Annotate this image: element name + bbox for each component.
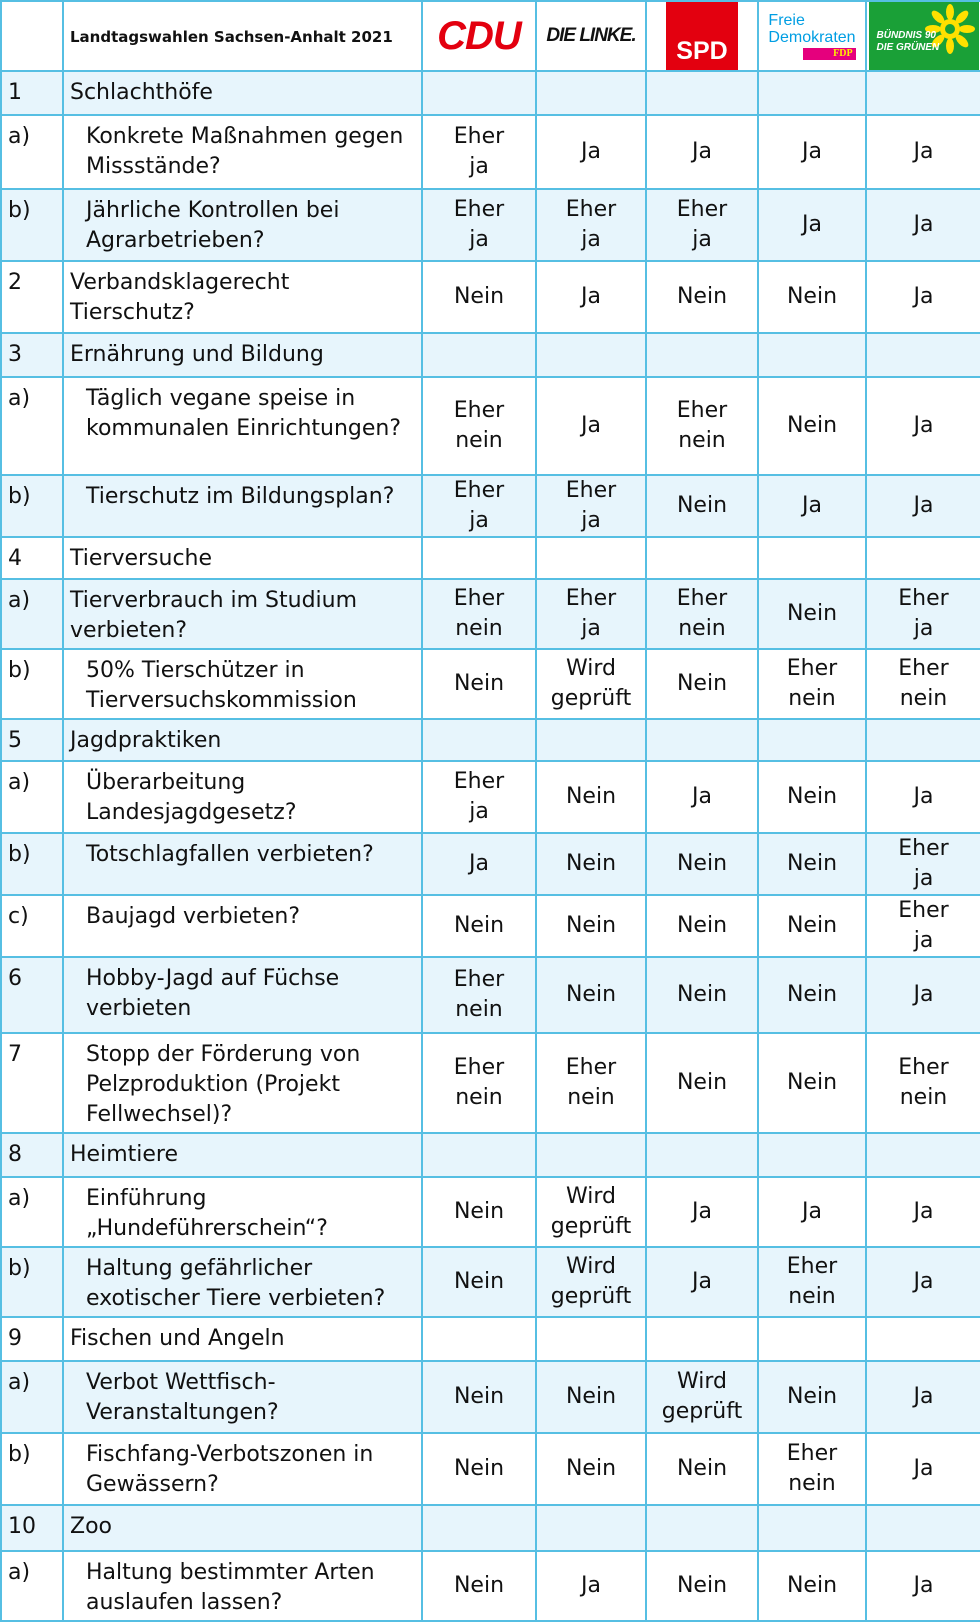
answer-cdu: Nein [422, 895, 536, 957]
row-number: 2 [1, 261, 63, 333]
answer-linke: Nein [536, 761, 646, 833]
row-number: a) [1, 1361, 63, 1433]
answer-cdu: Eher nein [422, 957, 536, 1033]
fdp-logo-line-2: Demokraten [768, 29, 856, 46]
answer-cdu: Eher nein [422, 377, 536, 475]
answer-spd [646, 1317, 758, 1361]
answer-linke: Wird geprüft [536, 649, 646, 719]
question-cell [63, 649, 422, 719]
question-cell [63, 333, 422, 377]
answer-fdp: Nein [758, 1551, 866, 1621]
answer-spd: Nein [646, 1551, 758, 1621]
answer-cdu: Eher ja [422, 189, 536, 261]
answer-linke: Nein [536, 833, 646, 895]
fdp-logo-line-1: Freie [768, 12, 805, 29]
party-header-cdu [422, 1, 536, 71]
question-row [1, 261, 980, 333]
row-number: 8 [1, 1133, 63, 1177]
question-cell [63, 761, 422, 833]
answer-cdu: Eher nein [422, 1033, 536, 1133]
answer-cdu: Nein [422, 1361, 536, 1433]
question-cell [63, 895, 422, 957]
row-number: a) [1, 761, 63, 833]
answer-linke [536, 1317, 646, 1361]
answer-spd: Nein [646, 957, 758, 1033]
question-row [1, 957, 980, 1033]
answer-gruene: Ja [866, 1247, 980, 1317]
question-text: Stopp der Förderung von Pelzproduktion (Projekt Fellwechsel)? [86, 1042, 361, 1127]
spd-logo-text: SPD [676, 37, 728, 65]
answer-linke [536, 71, 646, 115]
answer-gruene [866, 537, 980, 579]
answer-spd [646, 1505, 758, 1551]
row-number: a) [1, 377, 63, 475]
row-number: a) [1, 115, 63, 189]
question-text: Verbandsklagerecht Tierschutz? [70, 270, 290, 325]
party-header-fdp [758, 1, 866, 71]
row-number: c) [1, 895, 63, 957]
answer-gruene: Eher nein [866, 649, 980, 719]
answer-cdu [422, 333, 536, 377]
question-cell [63, 1433, 422, 1505]
section-row [1, 71, 980, 115]
question-cell [63, 1551, 422, 1621]
question-text: Haltung bestimmter Arten auslaufen lassen? [86, 1560, 375, 1615]
question-text: Tierschutz im Bildungsplan? [86, 484, 395, 509]
answer-fdp: Nein [758, 377, 866, 475]
answer-fdp [758, 333, 866, 377]
answer-fdp [758, 71, 866, 115]
answer-cdu: Nein [422, 1177, 536, 1247]
answer-spd: Ja [646, 761, 758, 833]
question-row [1, 189, 980, 261]
answer-spd: Nein [646, 261, 758, 333]
answer-spd: Wird geprüft [646, 1361, 758, 1433]
row-number: 6 [1, 957, 63, 1033]
question-text: Fischen und Angeln [70, 1326, 285, 1351]
row-number: b) [1, 1433, 63, 1505]
section-row [1, 333, 980, 377]
question-cell [63, 475, 422, 537]
question-row [1, 115, 980, 189]
answer-gruene [866, 1317, 980, 1361]
answer-fdp: Nein [758, 1033, 866, 1133]
question-text: Schlachthöfe [70, 80, 213, 105]
answer-fdp [758, 537, 866, 579]
answer-fdp: Ja [758, 189, 866, 261]
section-row [1, 537, 980, 579]
answer-cdu [422, 71, 536, 115]
answer-gruene: Eher nein [866, 1033, 980, 1133]
answer-cdu: Nein [422, 649, 536, 719]
party-header-spd [646, 1, 758, 71]
answer-fdp: Nein [758, 1361, 866, 1433]
answer-spd: Ja [646, 1247, 758, 1317]
answer-cdu: Nein [422, 1551, 536, 1621]
answer-cdu [422, 1505, 536, 1551]
answer-fdp: Nein [758, 957, 866, 1033]
answer-fdp: Nein [758, 895, 866, 957]
question-text: Ernährung und Bildung [70, 342, 324, 367]
answer-spd [646, 719, 758, 761]
row-number: 3 [1, 333, 63, 377]
answer-fdp [758, 1505, 866, 1551]
gruene-logo-line-2: DIE GRÜNEN [876, 42, 940, 53]
question-row [1, 895, 980, 957]
answer-linke: Nein [536, 1433, 646, 1505]
fdp-logo-tag: FDP [803, 48, 855, 60]
question-cell [63, 1505, 422, 1551]
answer-fdp: Ja [758, 1177, 866, 1247]
answer-cdu [422, 719, 536, 761]
answer-cdu: Eher ja [422, 115, 536, 189]
question-text: Jagdpraktiken [70, 728, 222, 753]
answer-gruene: Ja [866, 1551, 980, 1621]
answer-cdu [422, 537, 536, 579]
answer-gruene: Ja [866, 115, 980, 189]
answer-cdu: Eher nein [422, 579, 536, 649]
answer-spd [646, 1133, 758, 1177]
question-text: Jährliche Kontrollen bei Agrarbetrieben? [86, 198, 340, 253]
answer-linke: Eher nein [536, 1033, 646, 1133]
answer-spd: Eher nein [646, 579, 758, 649]
answer-gruene: Ja [866, 189, 980, 261]
answer-cdu [422, 1133, 536, 1177]
header-row [1, 1, 980, 71]
row-number: 10 [1, 1505, 63, 1551]
row-number: 5 [1, 719, 63, 761]
question-cell [63, 537, 422, 579]
answer-spd [646, 71, 758, 115]
answer-fdp: Nein [758, 833, 866, 895]
answer-cdu [422, 1317, 536, 1361]
answer-cdu: Nein [422, 261, 536, 333]
fdp-logo [768, 12, 855, 60]
question-cell [63, 1033, 422, 1133]
question-text: Heimtiere [70, 1142, 178, 1167]
answer-linke [536, 1133, 646, 1177]
answer-linke: Eher ja [536, 579, 646, 649]
answer-fdp: Eher nein [758, 649, 866, 719]
section-row [1, 1133, 980, 1177]
answer-linke: Ja [536, 115, 646, 189]
answer-gruene: Eher ja [866, 833, 980, 895]
answer-linke: Eher ja [536, 189, 646, 261]
question-text: Hobby-Jagd auf Füchse verbieten [86, 966, 340, 1021]
answer-gruene: Ja [866, 377, 980, 475]
answer-spd: Nein [646, 649, 758, 719]
answer-spd: Ja [646, 115, 758, 189]
question-text: 50% Tierschützer in Tierversuchskommission [86, 658, 357, 713]
question-row [1, 833, 980, 895]
row-number: a) [1, 1551, 63, 1621]
question-cell [63, 957, 422, 1033]
answer-linke: Wird geprüft [536, 1177, 646, 1247]
answer-linke: Ja [536, 261, 646, 333]
question-text: Haltung gefährlicher exotischer Tiere verbieten? [86, 1256, 386, 1311]
answer-spd: Nein [646, 895, 758, 957]
question-cell [63, 189, 422, 261]
answer-gruene [866, 1505, 980, 1551]
row-number: b) [1, 833, 63, 895]
row-number: b) [1, 649, 63, 719]
question-cell [63, 115, 422, 189]
answer-gruene [866, 1133, 980, 1177]
answer-cdu: Nein [422, 1247, 536, 1317]
party-header-linke [536, 1, 646, 71]
answer-spd: Eher nein [646, 377, 758, 475]
answer-fdp: Ja [758, 475, 866, 537]
question-cell [63, 719, 422, 761]
answer-linke [536, 333, 646, 377]
answer-linke [536, 719, 646, 761]
answer-linke: Wird geprüft [536, 1247, 646, 1317]
question-text: Totschlagfallen verbieten? [86, 842, 374, 867]
row-number: a) [1, 1177, 63, 1247]
gruene-logo [869, 2, 979, 70]
answer-gruene [866, 719, 980, 761]
answer-linke: Ja [536, 377, 646, 475]
question-cell [63, 377, 422, 475]
answer-fdp: Ja [758, 115, 866, 189]
row-number: b) [1, 1247, 63, 1317]
question-cell [63, 1133, 422, 1177]
answer-gruene: Ja [866, 761, 980, 833]
row-number: b) [1, 189, 63, 261]
question-cell [63, 1247, 422, 1317]
answer-linke: Nein [536, 957, 646, 1033]
answer-fdp: Nein [758, 261, 866, 333]
answer-gruene: Eher ja [866, 579, 980, 649]
question-text: Tierversuche [70, 546, 213, 571]
question-row [1, 475, 980, 537]
spd-logo [666, 2, 738, 70]
cdu-logo: CDU [437, 14, 521, 58]
question-cell [63, 1361, 422, 1433]
answer-gruene: Ja [866, 1177, 980, 1247]
table-title: Landtagswahlen Sachsen-Anhalt 2021 [70, 27, 393, 46]
answer-spd: Ja [646, 1177, 758, 1247]
answer-fdp: Eher nein [758, 1247, 866, 1317]
answer-spd [646, 537, 758, 579]
answer-gruene [866, 333, 980, 377]
row-number: 1 [1, 71, 63, 115]
question-text: Tierverbrauch im Studium verbieten? [70, 588, 358, 643]
row-number: 7 [1, 1033, 63, 1133]
answer-fdp: Nein [758, 579, 866, 649]
question-row [1, 579, 980, 649]
linke-logo: DIE LINKE. [546, 25, 636, 46]
answer-gruene: Ja [866, 1433, 980, 1505]
gruene-logo-line-1: BÜNDNIS 90 [876, 30, 936, 41]
question-row [1, 377, 980, 475]
answer-gruene: Ja [866, 1361, 980, 1433]
question-row [1, 1433, 980, 1505]
section-row [1, 1505, 980, 1551]
question-text: Überarbeitung Landesjagdgesetz? [86, 770, 297, 825]
section-row [1, 1317, 980, 1361]
question-row [1, 1247, 980, 1317]
question-cell [63, 1177, 422, 1247]
answer-cdu: Ja [422, 833, 536, 895]
answer-gruene: Ja [866, 957, 980, 1033]
answer-gruene: Ja [866, 475, 980, 537]
question-row [1, 1033, 980, 1133]
row-number: a) [1, 579, 63, 649]
question-text: Fischfang-Verbotszonen in Gewässern? [86, 1442, 374, 1497]
answer-cdu: Eher ja [422, 475, 536, 537]
answer-spd: Nein [646, 1433, 758, 1505]
answer-linke: Nein [536, 895, 646, 957]
answer-fdp [758, 1133, 866, 1177]
answer-fdp [758, 719, 866, 761]
question-text: Verbot Wettfisch-Veranstaltungen? [86, 1370, 279, 1425]
party-header-gruene [866, 1, 980, 71]
question-cell [63, 579, 422, 649]
question-text: Baujagd verbieten? [86, 904, 301, 929]
question-row [1, 1361, 980, 1433]
answer-cdu: Eher ja [422, 761, 536, 833]
question-text: Einführung „Hundeführerschein“? [86, 1186, 328, 1241]
answer-spd [646, 333, 758, 377]
section-row [1, 719, 980, 761]
answer-fdp [758, 1317, 866, 1361]
answer-gruene [866, 71, 980, 115]
question-row [1, 1551, 980, 1621]
question-cell [63, 833, 422, 895]
answer-gruene: Ja [866, 261, 980, 333]
header-corner-cell [1, 1, 63, 71]
question-row [1, 1177, 980, 1247]
header-title-cell [63, 1, 422, 71]
answer-linke: Eher ja [536, 475, 646, 537]
answer-spd: Nein [646, 475, 758, 537]
question-text: Zoo [70, 1514, 112, 1539]
row-number: b) [1, 475, 63, 537]
answer-linke [536, 537, 646, 579]
answer-gruene: Eher ja [866, 895, 980, 957]
question-text: Täglich vegane speise in kommunalen Einrichtungen? [86, 386, 402, 441]
question-row [1, 649, 980, 719]
answer-spd: Eher ja [646, 189, 758, 261]
question-cell [63, 261, 422, 333]
answer-cdu: Nein [422, 1433, 536, 1505]
row-number: 9 [1, 1317, 63, 1361]
question-cell [63, 71, 422, 115]
answer-fdp: Nein [758, 761, 866, 833]
row-number: 4 [1, 537, 63, 579]
question-text: Konkrete Maßnahmen gegen Missstände? [86, 124, 404, 179]
answer-fdp: Eher nein [758, 1433, 866, 1505]
answer-linke [536, 1505, 646, 1551]
question-row [1, 761, 980, 833]
question-cell [63, 1317, 422, 1361]
answer-spd: Nein [646, 1033, 758, 1133]
answer-linke: Ja [536, 1551, 646, 1621]
answer-spd: Nein [646, 833, 758, 895]
answer-linke: Nein [536, 1361, 646, 1433]
